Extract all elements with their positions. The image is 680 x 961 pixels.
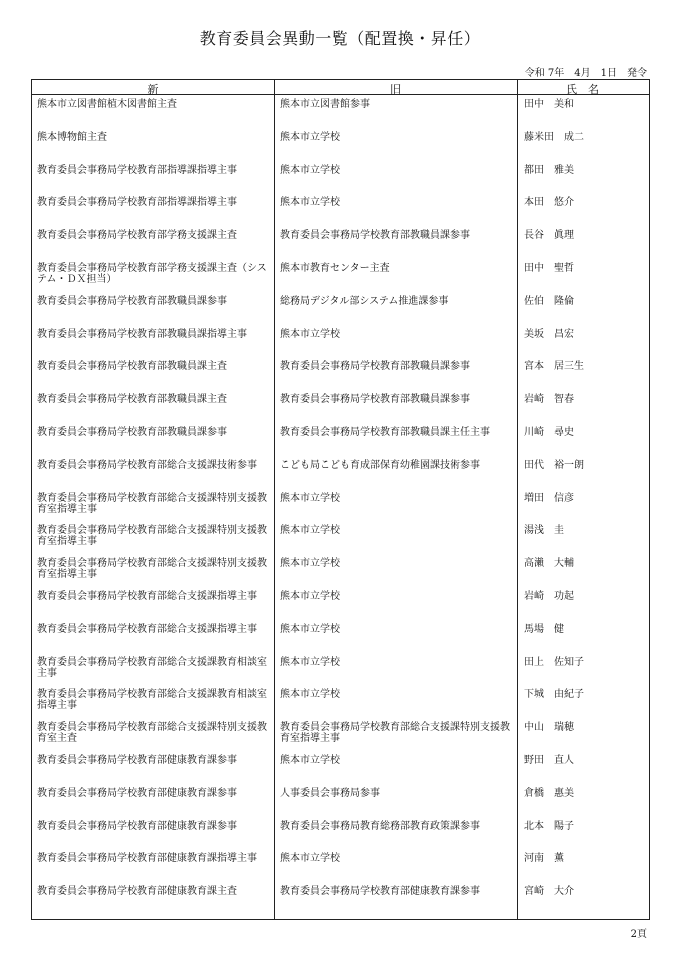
header-old: 旧 bbox=[390, 83, 401, 96]
table-row bbox=[32, 128, 649, 161]
old-position: 熊本市立学校 bbox=[280, 689, 340, 701]
table-row bbox=[32, 685, 649, 718]
table-row bbox=[32, 226, 649, 259]
header-new: 新 bbox=[147, 83, 159, 96]
old-position: こども局こども育成部保育幼稚園課技術参事 bbox=[280, 459, 480, 471]
person-name: 河南 薫 bbox=[524, 853, 564, 865]
old-position: 熊本市立学校 bbox=[280, 164, 340, 176]
old-position: 熊本市立学校 bbox=[280, 590, 340, 602]
new-position: 教育委員会事務局学校教育部健康教育課指導主事 bbox=[37, 853, 257, 865]
new-position: 熊本博物館主査 bbox=[37, 131, 107, 143]
table-row bbox=[32, 882, 649, 915]
new-position: 教育委員会事務局学校教育部総合支援課特別支援教育室指導主事 bbox=[37, 525, 267, 548]
person-name: 高瀨 大輔 bbox=[524, 558, 574, 570]
person-name: 田上 佐知子 bbox=[524, 656, 584, 668]
person-name: 倉橋 惠美 bbox=[524, 787, 574, 799]
table-row bbox=[32, 95, 649, 128]
table-row bbox=[32, 653, 649, 686]
person-name: 湯浅 圭 bbox=[524, 525, 564, 537]
old-position: 熊本市立学校 bbox=[280, 525, 340, 537]
old-position: 熊本市立学校 bbox=[280, 853, 340, 865]
table-row bbox=[32, 456, 649, 489]
person-name: 長谷 眞理 bbox=[524, 230, 574, 242]
old-position: 人事委員会事務局参事 bbox=[280, 787, 380, 799]
new-position: 教育委員会事務局学校教育部総合支援課技術参事 bbox=[37, 459, 257, 471]
old-position: 熊本市立学校 bbox=[280, 492, 340, 504]
person-name: 岩崎 智春 bbox=[524, 394, 574, 406]
old-position: 教育委員会事務局学校教育部教職員課参事 bbox=[280, 394, 470, 406]
table-row bbox=[32, 292, 649, 325]
table-row bbox=[32, 193, 649, 226]
new-position: 教育委員会事務局学校教育部教職員課主査 bbox=[37, 394, 227, 406]
old-position: 教育委員会事務局学校教育部教職員課参事 bbox=[280, 230, 470, 242]
person-name: 増田 信彦 bbox=[524, 492, 574, 504]
new-position: 教育委員会事務局学校教育部総合支援課特別支援教育室指導主事 bbox=[37, 492, 267, 515]
table-row bbox=[32, 718, 649, 751]
table-row bbox=[32, 521, 649, 554]
old-position: 教育委員会事務局教育総務部教育政策課参事 bbox=[280, 820, 480, 832]
table-row bbox=[32, 849, 649, 882]
person-name: 美坂 昌宏 bbox=[524, 328, 574, 340]
new-position: 教育委員会事務局学校教育部健康教育課参事 bbox=[37, 787, 237, 799]
table-row bbox=[32, 489, 649, 522]
person-name: 宮崎 大介 bbox=[524, 886, 574, 898]
table-row bbox=[32, 161, 649, 194]
old-position: 熊本市立学校 bbox=[280, 328, 340, 340]
table-row bbox=[32, 325, 649, 358]
new-position: 教育委員会事務局学校教育部総合支援課特別支援教育室主査 bbox=[37, 722, 267, 745]
person-name: 下城 由紀子 bbox=[524, 689, 584, 701]
table-row bbox=[32, 620, 649, 653]
table-row bbox=[32, 423, 649, 456]
header-name: 氏 名 bbox=[566, 83, 599, 96]
old-position: 熊本市立学校 bbox=[280, 623, 340, 635]
new-position: 教育委員会事務局学校教育部健康教育課参事 bbox=[37, 820, 237, 832]
old-position: 熊本市教育センター主査 bbox=[280, 262, 390, 274]
person-name: 北本 陽子 bbox=[524, 820, 574, 832]
person-name: 馬場 健 bbox=[524, 623, 564, 635]
old-position: 教育委員会事務局学校教育部総合支援課特別支援教育室指導主事 bbox=[280, 722, 510, 745]
new-position: 教育委員会事務局学校教育部総合支援課教育相談室主事 bbox=[37, 656, 267, 679]
old-position: 総務局デジタル部システム推進課参事 bbox=[280, 295, 449, 307]
person-name: 野田 直人 bbox=[524, 754, 574, 766]
old-position: 熊本市立学校 bbox=[280, 558, 340, 570]
person-name: 岩崎 功起 bbox=[524, 590, 574, 602]
new-position: 教育委員会事務局学校教育部教職員課主査 bbox=[37, 361, 227, 373]
new-position: 熊本市立図書館植木図書館主査 bbox=[37, 99, 177, 110]
table-row bbox=[32, 784, 649, 817]
new-position: 教育委員会事務局学校教育部教職員課参事 bbox=[37, 295, 227, 307]
table-row bbox=[32, 357, 649, 390]
new-position: 教育委員会事務局学校教育部総合支援課教育相談室指導主事 bbox=[37, 689, 267, 712]
page-number: 2頁 bbox=[630, 929, 647, 940]
document-title: 教育委員会異動一覧（配置換・昇任） bbox=[199, 29, 481, 48]
table-row bbox=[32, 390, 649, 423]
new-position: 教育委員会事務局学校教育部健康教育課参事 bbox=[37, 754, 237, 766]
table-row bbox=[32, 817, 649, 850]
personnel-table bbox=[31, 79, 650, 920]
person-name: 田代 裕一朗 bbox=[524, 459, 584, 471]
new-position: 教育委員会事務局学校教育部学務支援課主査 bbox=[37, 230, 237, 242]
new-position: 教育委員会事務局学校教育部総合支援課指導主事 bbox=[37, 623, 257, 635]
person-name: 中山 瑞穂 bbox=[524, 722, 574, 734]
person-name: 本田 悠介 bbox=[524, 197, 574, 209]
old-position: 熊本市立学校 bbox=[280, 197, 340, 209]
old-position: 熊本市立学校 bbox=[280, 131, 340, 143]
old-position: 熊本市立学校 bbox=[280, 754, 340, 766]
new-position: 教育委員会事務局学校教育部指導課指導主事 bbox=[37, 164, 237, 176]
new-position: 教育委員会事務局学校教育部教職員課指導主事 bbox=[37, 328, 247, 340]
person-name: 田中 聖哲 bbox=[524, 262, 574, 274]
table-row bbox=[32, 587, 649, 620]
old-position: 熊本市立図書館参事 bbox=[280, 99, 370, 110]
person-name: 都田 雅美 bbox=[524, 164, 574, 176]
table-body bbox=[32, 95, 649, 915]
new-position: 教育委員会事務局学校教育部指導課指導主事 bbox=[37, 197, 237, 209]
issue-date: 令和 7年 4月 1日 発令 bbox=[524, 68, 647, 79]
person-name: 宮本 居三生 bbox=[524, 361, 584, 373]
person-name: 川崎 尋史 bbox=[524, 426, 574, 438]
new-position: 教育委員会事務局学校教育部総合支援課指導主事 bbox=[37, 590, 257, 602]
old-position: 教育委員会事務局学校教育部教職員課参事 bbox=[280, 361, 470, 373]
person-name: 藤米田 成二 bbox=[524, 131, 584, 143]
new-position: 教育委員会事務局学校教育部教職員課参事 bbox=[37, 426, 227, 438]
table-row bbox=[32, 259, 649, 292]
person-name: 佐伯 隆倫 bbox=[524, 295, 574, 307]
new-position: 教育委員会事務局学校教育部学務支援課主査（システム・ＤＸ担当） bbox=[37, 262, 267, 285]
table-row bbox=[32, 554, 649, 587]
new-position: 教育委員会事務局学校教育部健康教育課主査 bbox=[37, 886, 237, 898]
old-position: 熊本市立学校 bbox=[280, 656, 340, 668]
person-name: 田中 美和 bbox=[524, 99, 574, 110]
old-position: 教育委員会事務局学校教育部教職員課主任主事 bbox=[280, 426, 490, 438]
new-position: 教育委員会事務局学校教育部総合支援課特別支援教育室指導主事 bbox=[37, 558, 267, 581]
table-row bbox=[32, 751, 649, 784]
old-position: 教育委員会事務局学校教育部健康教育課参事 bbox=[280, 886, 480, 898]
table-header bbox=[32, 80, 649, 95]
